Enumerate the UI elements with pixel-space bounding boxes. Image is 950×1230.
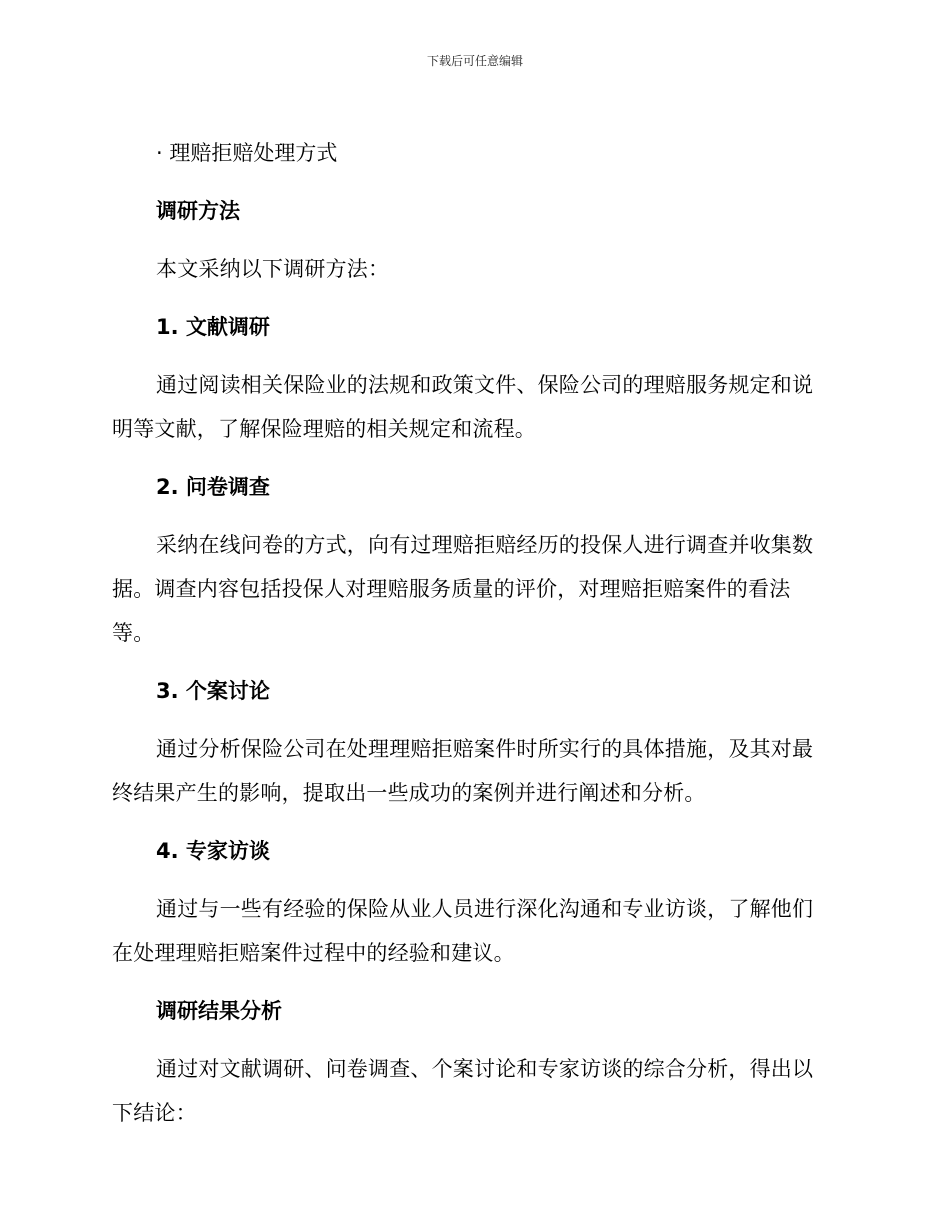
intro-paragraph: 本文采纳以下调研方法： [156, 257, 390, 281]
method-paragraph-literature: 通过阅读相关保险业的法规和政策文件、保险公司的理赔服务规定和说明等文献，了解保险理赔的相关规定和流程。 [112, 373, 814, 441]
method-heading-case-study: 3. 个案讨论 [156, 679, 270, 703]
method-heading-survey: 2. 问卷调查 [156, 475, 270, 499]
section-heading-research-methods: 调研方法 [156, 199, 240, 223]
bullet-item: · 理赔拒赔处理方式 [156, 141, 338, 165]
method-paragraph-expert-interview: 通过与一些有经验的保险从业人员进行深化沟通和专业访谈，了解他们在处理理赔拒赔案件过程中的经验和建议。 [112, 897, 814, 965]
page-header: 下载后可任意编辑 [426, 54, 523, 68]
conclusion-intro-paragraph: 通过对文献调研、问卷调查、个案讨论和专家访谈的综合分析，得出以下结论： [112, 1057, 814, 1125]
method-heading-literature: 1. 文献调研 [156, 315, 270, 339]
method-paragraph-case-study: 通过分析保险公司在处理理赔拒赔案件时所实行的具体措施，及其对最终结果产生的影响，提取出一些成功的案例并进行阐述和分析。 [112, 737, 814, 805]
section-heading-results-analysis: 调研结果分析 [156, 999, 282, 1023]
document-body [112, 110, 832, 1149]
method-heading-expert-interview: 4. 专家访谈 [156, 839, 270, 863]
method-paragraph-survey: 采纳在线问卷的方式，向有过理赔拒赔经历的投保人进行调查并收集数据。调查内容包括投保人对理赔服务质量的评价，对理赔拒赔案件的看法等。 [112, 533, 814, 645]
